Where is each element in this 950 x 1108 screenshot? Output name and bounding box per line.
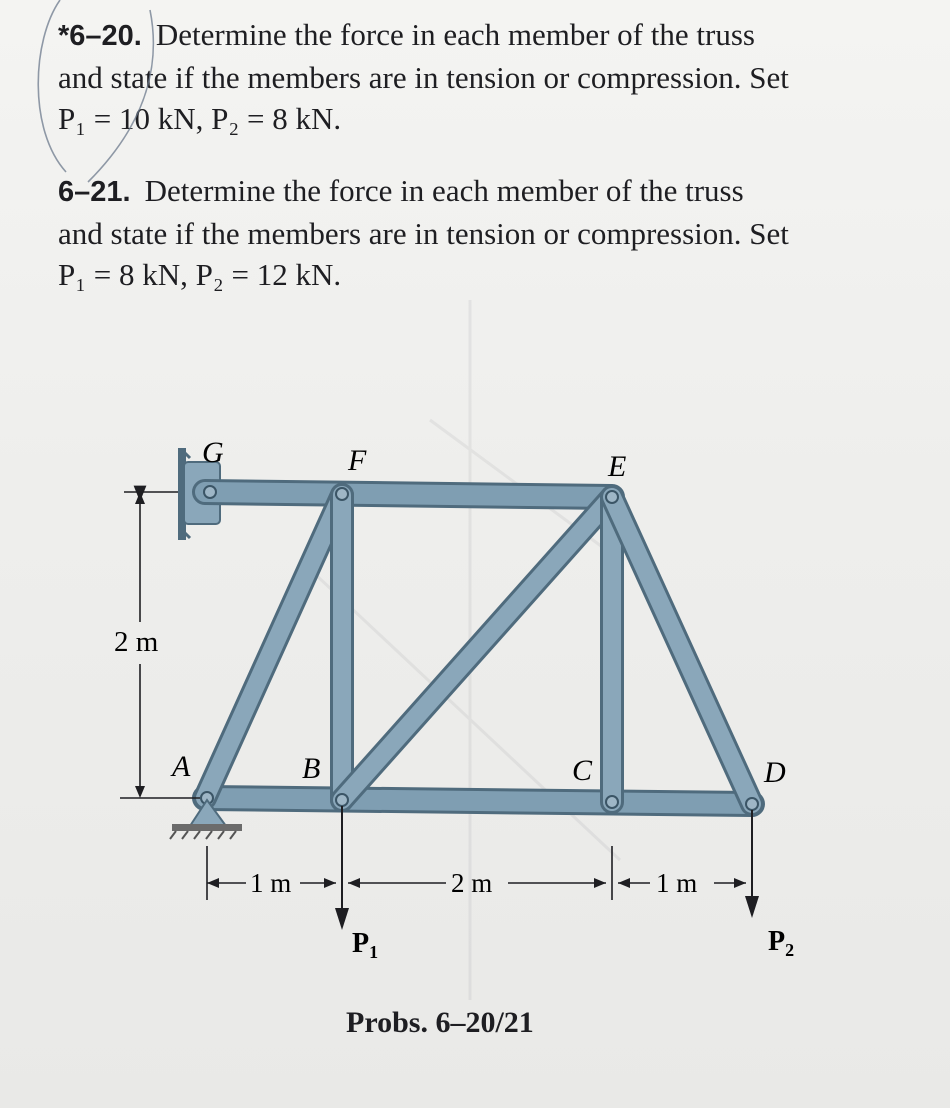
problem-number: 6–21. bbox=[58, 176, 131, 208]
dim-bc-label: 2 m bbox=[451, 868, 493, 898]
joint-G-label: G bbox=[202, 436, 224, 469]
load-P2-arrow bbox=[745, 810, 759, 918]
joint-B-label: B bbox=[302, 752, 321, 785]
load-P1-arrow bbox=[335, 806, 349, 930]
joint-E-label: E bbox=[608, 450, 627, 483]
dim-cd-label: 1 m bbox=[656, 868, 698, 898]
problem-6-21-line-2: and state if the members are in tension or compression. Set bbox=[58, 216, 789, 251]
dim-ab-label: 1 m bbox=[250, 868, 292, 898]
figure-caption: Probs. 6–20/21 bbox=[346, 1006, 534, 1039]
load-P1-label: $P_1$ bbox=[352, 928, 379, 962]
joint-D-label: D bbox=[764, 756, 786, 789]
problem-6-20-line-2: and state if the members are in tension or compression. Set bbox=[58, 60, 789, 95]
load-P2-label: $P_2$ bbox=[768, 926, 795, 960]
joint-F-label: F bbox=[348, 444, 367, 477]
problem-6-21-params: P₁ = 8 kN, P₂ = 12 kN. bbox=[58, 257, 342, 292]
problem-6-21-line-1: 6–21. Determine the force in each member of the truss bbox=[58, 173, 744, 208]
joint-C-label: C bbox=[572, 754, 593, 787]
joint-A-label: A bbox=[172, 750, 191, 783]
truss-members bbox=[205, 492, 752, 804]
problem-6-20-line-1: *6–20. Determine the force in each member of the truss bbox=[58, 17, 755, 52]
dim-height-label: 2 m bbox=[114, 626, 159, 658]
problem-6-20-params: P₁ = 10 kN, P₂ = 8 kN. bbox=[58, 101, 342, 136]
problem-number: *6–20. bbox=[58, 20, 142, 52]
